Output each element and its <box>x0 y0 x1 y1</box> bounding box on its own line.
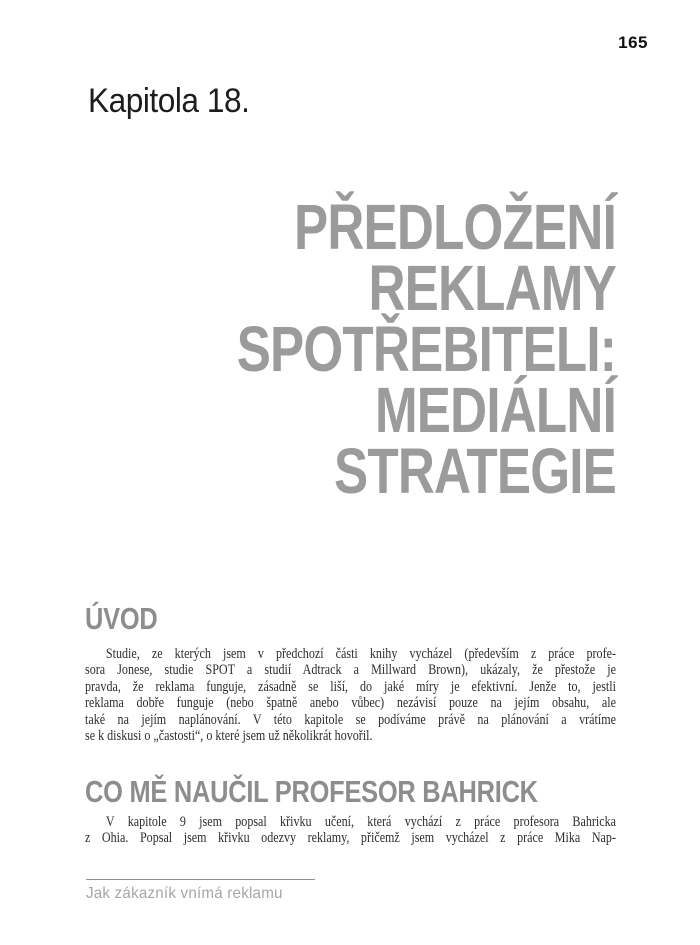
paragraph-line: sora Jonese, studie SPOT a studií Adtrack a Millward Brown), ukázaly, že přestože je <box>85 662 616 679</box>
chapter-title-line: REKLAMY <box>368 252 616 324</box>
section-heading-bahrick: CO MĚ NAUČIL PROFESOR BAHRICK <box>85 774 538 809</box>
paragraph-line: z Ohia. Popsal jsem křivku odezvy reklamy, přičemž jsem vycházel z práce Mika Nap- <box>85 830 616 847</box>
chapter-title-line: PŘEDLOŽENÍ <box>294 191 616 263</box>
paragraph-line: Studie, ze kterých jsem v předchozí části knihy vycházel (především z práce profe- <box>105 646 616 662</box>
paragraph-line: se k diskusi o „častosti“, o které jsem už několikrát hovořil. <box>85 728 373 745</box>
intro-paragraph <box>85 646 616 744</box>
chapter-label: Kapitola 18. <box>88 82 250 120</box>
section-heading-uvod: ÚVOD <box>85 601 158 636</box>
paragraph-line: pravda, že reklama funguje, zásadně se liší, do jaké míry je efektivní. Jenže to, jestli <box>85 678 616 695</box>
paragraph-line: reklama dobře funguje (nebo špatně anebo vůbec) nezávisí pouze na jejím obsahu, ale <box>85 695 616 712</box>
paragraph-line: také na jejím naplánování. V této kapitole se podíváme právě na plánování a vrátíme <box>85 711 616 728</box>
chapter-title-line: MEDIÁLNÍ <box>374 374 616 446</box>
paragraph-line: V kapitole 9 jsem popsal křivku učení, která vychází z práce profesora Bahricka <box>105 814 616 830</box>
chapter-title-line: STRATEGIE <box>334 435 616 507</box>
chapter-title-line: SPOTŘEBITELI: <box>236 313 616 385</box>
page-number: 165 <box>618 33 648 52</box>
chapter-title <box>88 191 616 507</box>
bahrick-paragraph <box>85 814 616 847</box>
footer-divider <box>86 879 315 880</box>
footer-book-title: Jak zákazník vnímá reklamu <box>86 885 283 902</box>
